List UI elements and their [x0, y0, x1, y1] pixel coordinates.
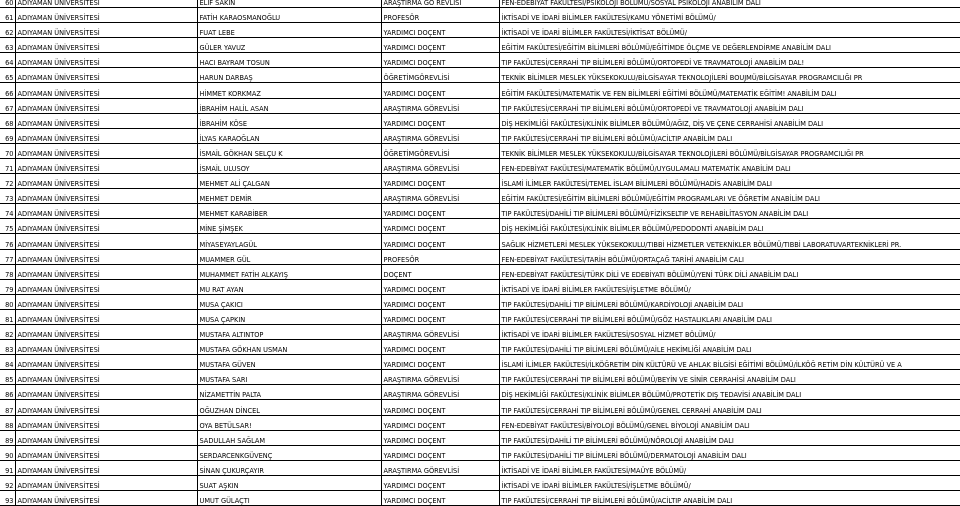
name-cell[interactable]: İBRAHİM KÖSE [197, 113, 381, 128]
department-cell[interactable]: TIP FAKÜLTESİ/DAHİLİ TIP BİLİMLERİ BÖLÜMÜ/AİLE HEKİMLİĞİ ANABİLİM DALI [499, 340, 960, 355]
title-cell[interactable]: YARDIMCI DOÇENT [381, 23, 499, 38]
name-cell[interactable]: MUSTAFA ALTINTOP [197, 324, 381, 339]
table-row [0, 128, 960, 143]
table-row [0, 83, 960, 98]
department-cell[interactable]: TIP FAKÜLTESİ/DAHİLİ TIP BİLİMLERİ BÖLÜMÜ/FİZİKSELTIP VE REHABİLİTASYON ANABİLİM DALI [499, 204, 960, 219]
department-cell[interactable]: TIP FAKÜLTESİ/CERRAHİ TIP BİLİMLERİ BÖLÜMÜ/ACİLTIP ANABİLİM DALI [499, 491, 960, 506]
department-cell[interactable]: SAĞLIK HİZMETLERİ MESLEK YÜKSEKOKULU/TIBBİ HİZMETLER VETEKNİKLER BÖLÜMÜ/TIBBİ LABORATUVARTEKNİKLERİ PR. [499, 234, 960, 249]
row-number[interactable]: 71 [0, 158, 15, 173]
university-cell[interactable]: ADIYAMAN ÜNİVERSİTESİ [15, 204, 197, 219]
table-row [0, 370, 960, 385]
table-row [0, 23, 960, 38]
university-cell[interactable]: ADIYAMAN ÜNİVERSİTESİ [15, 400, 197, 415]
table-row [0, 204, 960, 219]
department-cell[interactable]: TIP FAKÜLTESİ/CERRAHİ TIP BİLİMLERİ BÖLÜMÜ/GÖZ HASTALIKLARI ANABİLİM DALI [499, 309, 960, 324]
name-cell[interactable]: FUAT LEBE [197, 23, 381, 38]
university-cell[interactable]: ADIYAMAN ÜNİVERSİTESİ [15, 0, 197, 8]
department-cell[interactable]: İSLAMİ İLİMLER FAKÜLTESİ/İLKÖĞRETİM DİN KÜLTÜRÜ VE AHLAK BİLGİSİ EĞİTİMİ BÖLÜMÜ/İLKÖĞ RETİM DİN KÜLTÜRÜ VE A [499, 355, 960, 370]
table-row [0, 491, 960, 506]
university-cell[interactable]: ADIYAMAN ÜNİVERSİTESİ [15, 83, 197, 98]
name-cell[interactable]: GÜLER YAVUZ [197, 38, 381, 53]
table-row [0, 415, 960, 430]
name-cell[interactable]: MİYASEYAYLAGÜL [197, 234, 381, 249]
name-cell[interactable]: SADULLAH SAĞLAM [197, 430, 381, 445]
name-cell[interactable]: OĞUZHAN DİNCEL [197, 400, 381, 415]
row-number[interactable]: 68 [0, 113, 15, 128]
row-number[interactable]: 65 [0, 68, 15, 83]
table-row [0, 309, 960, 324]
row-number[interactable]: 64 [0, 53, 15, 68]
university-cell[interactable]: ADIYAMAN ÜNİVERSİTESİ [15, 309, 197, 324]
title-cell[interactable]: YARDIMCI DOÇENT [381, 219, 499, 234]
name-cell[interactable]: İSMAİL ULUSOY [197, 158, 381, 173]
table-row [0, 68, 960, 83]
name-cell[interactable]: MU RAT AYAN [197, 279, 381, 294]
name-cell[interactable]: MİNE ŞİMŞEK [197, 219, 381, 234]
table-row [0, 385, 960, 400]
table-row [0, 294, 960, 309]
title-cell[interactable]: ARAŞTIRMA GÖREVLİSİ [381, 158, 499, 173]
table-row [0, 189, 960, 204]
title-cell[interactable]: YARDIMCI DOÇENT [381, 174, 499, 189]
title-cell[interactable]: YARDIMCI DOÇENT [381, 445, 499, 460]
title-cell[interactable]: PROFESÖR [381, 249, 499, 264]
department-cell[interactable]: İKTİSADİ VE İDARİ BİLİMLER FAKÜLTESİ/İŞLETME BÖLÜMÜ/ [499, 475, 960, 490]
department-cell[interactable]: TEKNİK BİLİMLER MESLEK YÜKSEKOKULU/BİLGİSAYAR TEKNOLOJİLERİ BÖLÜMÜ/BİLGİSAYAR PROGRAMCILIĞI PR [499, 143, 960, 158]
name-cell[interactable]: FATİH KARAOSMANOĞLU [197, 8, 381, 23]
university-cell[interactable]: ADIYAMAN ÜNİVERSİTESİ [15, 249, 197, 264]
title-cell[interactable]: PROFESÖR [381, 8, 499, 23]
university-cell[interactable]: ADIYAMAN ÜNİVERSİTESİ [15, 174, 197, 189]
row-number[interactable]: 87 [0, 400, 15, 415]
table-row [0, 249, 960, 264]
university-cell[interactable]: ADIYAMAN ÜNİVERSİTESİ [15, 294, 197, 309]
university-cell[interactable]: ADIYAMAN ÜNİVERSİTESİ [15, 324, 197, 339]
department-cell[interactable]: İKTİSADİ VE İDARİ BİLİMLER FAKÜLTESİ/SOSYAL HİZMET BÖLÜMÜ/ [499, 324, 960, 339]
name-cell[interactable]: HİMMET KORKMAZ [197, 83, 381, 98]
university-cell[interactable]: ADIYAMAN ÜNİVERSİTESİ [15, 340, 197, 355]
row-number[interactable]: 67 [0, 98, 15, 113]
name-cell[interactable]: MEHMET DEMİR [197, 189, 381, 204]
department-cell[interactable]: EĞİTİM FAKÜLTESİ/EĞİTİM BİLİMLERİ BÖLÜMÜ/EĞİTİMDE ÖLÇME VE DEĞERLENDİRME ANABİLİM DALI [499, 38, 960, 53]
title-cell[interactable]: YARDIMCI DOÇENT [381, 38, 499, 53]
row-number[interactable]: 72 [0, 174, 15, 189]
department-cell[interactable]: İKTİSADİ VE İDARİ BİLİMLER FAKÜLTESİ/MAÜYE BÖLÜMÜ/ [499, 460, 960, 475]
department-cell[interactable]: TIP FAKÜLTESİ/DAHİLİ TIP BİLİMLERİ BÖLÜMÜ/DERMATOLOJİ ANABİLİM DALI [499, 445, 960, 460]
university-cell[interactable]: ADIYAMAN ÜNİVERSİTESİ [15, 279, 197, 294]
row-number[interactable]: 81 [0, 309, 15, 324]
name-cell[interactable]: SİNAN ÇUKURÇAYIR [197, 460, 381, 475]
title-cell[interactable]: YARDIMCI DOÇENT [381, 294, 499, 309]
university-cell[interactable]: ADIYAMAN ÜNİVERSİTESİ [15, 370, 197, 385]
table-row [0, 340, 960, 355]
department-cell[interactable]: TIP FAKÜLTESİ/DAHİLİ TIP BİLİMLERİ BÖLÜMÜ/NÖROLOJİ ANABİLİM DALI [499, 430, 960, 445]
table-row [0, 400, 960, 415]
title-cell[interactable]: YARDIMCI DOÇENT [381, 309, 499, 324]
title-cell[interactable]: ÖĞRETİMGÖREVLİSİ [381, 143, 499, 158]
department-cell[interactable]: FEN-EDEBİYAT FAKÜLTESİ/PSİKOLOJİ BÖLÜMÜ/SOSYAL PSİKOLOJİ ANABİLİM DALI [499, 0, 960, 8]
row-number[interactable]: 62 [0, 23, 15, 38]
title-cell[interactable]: ARAŞTIRMA GÖREVLİSİ [381, 189, 499, 204]
table-row [0, 234, 960, 249]
name-cell[interactable]: ELİF SAKİN [197, 0, 381, 8]
department-cell[interactable]: TIP FAKÜLTESİ/DAHİLİ TIP BİLİMLERİ BÖLÜMÜ/KARDİYOLOJİ ANABİLİM DALI [499, 294, 960, 309]
university-cell[interactable]: ADIYAMAN ÜNİVERSİTESİ [15, 264, 197, 279]
title-cell[interactable]: ARAŞTIRMA GÖREVLİSİ [381, 98, 499, 113]
name-cell[interactable]: HACI BAYRAM TOSUN [197, 53, 381, 68]
row-number[interactable]: 76 [0, 234, 15, 249]
row-number[interactable]: 84 [0, 355, 15, 370]
row-number[interactable]: 63 [0, 38, 15, 53]
department-cell[interactable]: DİŞ HEKİMLİĞİ FAKÜLTESİ/KLİNİK BİLİMLER BÖLÜMÜ/PROTETİK DIŞ TEDAVİSİ ANABİLİM DALI [499, 385, 960, 400]
name-cell[interactable]: MUSTAFA GÖKHAN USMAN [197, 340, 381, 355]
row-number[interactable]: 86 [0, 385, 15, 400]
department-cell[interactable]: İKTİSADİ VE İDARİ BİLİMLER FAKÜLTESİ/İKTİSAT BÖLÜMÜ/ [499, 23, 960, 38]
department-cell[interactable]: TEKNİK BİLİMLER MESLEK YÜKSEKOKULU/BİLGİSAYAR TEKNOLOJİLERİ BOUJMÜ/BİLGİSAYAR PROGRAMCILIĞI PR [499, 68, 960, 83]
name-cell[interactable]: İLYAS KARAOĞLAN [197, 128, 381, 143]
name-cell[interactable]: HARUN DARBAŞ [197, 68, 381, 83]
department-cell[interactable]: FEN-EDEBİYAT FAKÜLTESİ/MATEMATİK BÖLÜMÜ/UYGULAMALI MATEMATİK ANABİLİM DALI [499, 158, 960, 173]
table-row [0, 445, 960, 460]
table-row [0, 113, 960, 128]
table-row [0, 158, 960, 173]
table-row [0, 143, 960, 158]
name-cell[interactable]: SUAT AŞKIN [197, 475, 381, 490]
name-cell[interactable]: İSMAİL GÖKHAN SELÇU K [197, 143, 381, 158]
university-cell[interactable]: ADIYAMAN ÜNİVERSİTESİ [15, 445, 197, 460]
row-number[interactable]: 66 [0, 83, 15, 98]
university-cell[interactable]: ADIYAMAN ÜNİVERSİTESİ [15, 128, 197, 143]
name-cell[interactable]: NİZAMETTİN PALTA [197, 385, 381, 400]
row-number[interactable]: 60 [0, 0, 15, 8]
department-cell[interactable]: İKTİSADİ VE İDARİ BİLİMLER FAKÜLTESİ/İŞLETME BÖLÜMÜ/ [499, 279, 960, 294]
title-cell[interactable]: ÖĞRETİMGÖREVLİSİ [381, 68, 499, 83]
name-cell[interactable]: SERDARCENKGÜVENÇ [197, 445, 381, 460]
row-number[interactable]: 83 [0, 340, 15, 355]
university-cell[interactable]: ADIYAMAN ÜNİVERSİTESİ [15, 460, 197, 475]
table-row [0, 219, 960, 234]
university-cell[interactable]: ADIYAMAN ÜNİVERSİTESİ [15, 415, 197, 430]
row-number[interactable]: 70 [0, 143, 15, 158]
table-row [0, 475, 960, 490]
name-cell[interactable]: MUHAMMET FATİH ALKAYIŞ [197, 264, 381, 279]
university-cell[interactable]: ADIYAMAN ÜNİVERSİTESİ [15, 68, 197, 83]
university-cell[interactable]: ADIYAMAN ÜNİVERSİTESİ [15, 8, 197, 23]
title-cell[interactable]: ARAŞTIRMA GÖREVLİSİ [381, 370, 499, 385]
row-number[interactable]: 89 [0, 430, 15, 445]
title-cell[interactable]: YARDIMCI DOÇENT [381, 234, 499, 249]
university-cell[interactable]: ADIYAMAN ÜNİVERSİTESİ [15, 53, 197, 68]
university-cell[interactable]: ADIYAMAN ÜNİVERSİTESİ [15, 98, 197, 113]
department-cell[interactable]: İKTİSADİ VE İDARİ BİLİMLER FAKÜLTESİ/KAMU YÖNETİMİ BÖLÜMÜ/ [499, 8, 960, 23]
name-cell[interactable]: MUSTAFA GÜVEN [197, 355, 381, 370]
row-number[interactable]: 93 [0, 491, 15, 506]
table-row [0, 460, 960, 475]
university-cell[interactable]: ADIYAMAN ÜNİVERSİTESİ [15, 219, 197, 234]
title-cell[interactable]: YARDIMCI DOÇENT [381, 491, 499, 506]
university-cell[interactable]: ADIYAMAN ÜNİVERSİTESİ [15, 189, 197, 204]
title-cell[interactable]: ARAŞTIRMA GÖREVLİSİ [381, 128, 499, 143]
row-number[interactable]: 61 [0, 8, 15, 23]
row-number[interactable]: 74 [0, 204, 15, 219]
row-number[interactable]: 91 [0, 460, 15, 475]
university-cell[interactable]: ADIYAMAN ÜNİVERSİTESİ [15, 158, 197, 173]
university-cell[interactable]: ADIYAMAN ÜNİVERSİTESİ [15, 23, 197, 38]
table-row [0, 430, 960, 445]
department-cell[interactable]: TIP FAKÜLTESİ/CERRAHİ TIP BİLİMLERİ BÖLÜMÜ/ACİLTIP ANABİLİM DALI [499, 128, 960, 143]
department-cell[interactable]: DİŞ HEKİMLİĞİ FAKÜLTESİ/KLİNİK BİLİMLER BÖLÜMÜ/AĞIZ, DİŞ VE ÇENE CERRAHİSİ ANABİLİM DALI [499, 113, 960, 128]
department-cell[interactable]: TIP FAKÜLTESİ/CERRAHİ TIP BİLİMLERİ BÖLÜMÜ/ORTOPEDİ VE TRAVMATOLOJİ ANABİLİM DALI [499, 98, 960, 113]
name-cell[interactable]: MUAMMER GÜL [197, 249, 381, 264]
university-cell[interactable]: ADIYAMAN ÜNİVERSİTESİ [15, 491, 197, 506]
university-cell[interactable]: ADIYAMAN ÜNİVERSİTESİ [15, 143, 197, 158]
university-cell[interactable]: ADIYAMAN ÜNİVERSİTESİ [15, 475, 197, 490]
name-cell[interactable]: UMUT GÜLAÇTI [197, 491, 381, 506]
title-cell[interactable]: ARAŞTIRMA GÖREVLİSİ [381, 460, 499, 475]
title-cell[interactable]: YARDIMCI DOÇENT [381, 340, 499, 355]
table-row [0, 264, 960, 279]
title-cell[interactable]: YARDIMCI DOÇENT [381, 355, 499, 370]
name-cell[interactable]: MUSA ÇAPKIN [197, 309, 381, 324]
name-cell[interactable]: MEHMET ALİ ÇALGAN [197, 174, 381, 189]
title-cell[interactable]: YARDIMCI DOÇENT [381, 475, 499, 490]
row-number[interactable]: 78 [0, 264, 15, 279]
title-cell[interactable]: YARDIMCI DOÇENT [381, 415, 499, 430]
row-number[interactable]: 69 [0, 128, 15, 143]
title-cell[interactable]: YARDIMCI DOÇENT [381, 113, 499, 128]
title-cell[interactable]: ARAŞTIRMA GÖREVLİSİ [381, 324, 499, 339]
table-row [0, 98, 960, 113]
department-cell[interactable]: TIP FAKÜLTESİ/CERRAHİ TIP BİLİMLERİ BÖLÜMÜ/BEYİN VE SİNİR CERRAHİSİ ANABİLİM DALI [499, 370, 960, 385]
row-number[interactable]: 73 [0, 189, 15, 204]
department-cell[interactable]: TIP FAKÜLTESİ/CERRAHİ TIP BİLİMLERİ BÖLÜMÜ/ORTOPEDİ VE TRAVMATOLOJİ ANABİLİM DAL! [499, 53, 960, 68]
title-cell[interactable]: ARAŞTIRMA GÖ REVLİSİ [381, 0, 499, 8]
table-row [0, 8, 960, 23]
department-cell[interactable]: İSLAMİ İLİMLER FAKÜLTESİ/TEMEL İSLAM BİLİMLERİ BÖLÜMÜ/HADİS ANABİLİM DALI [499, 174, 960, 189]
name-cell[interactable]: MUSTAFA SARI [197, 370, 381, 385]
department-cell[interactable]: FEN-EDEBİYAT FAKÜLTESİ/BİYOLOJİ BÖLÜMÜ/GENEL BİYOLOJİ ANABİLİM DALI [499, 415, 960, 430]
university-cell[interactable]: ADIYAMAN ÜNİVERSİTESİ [15, 355, 197, 370]
table-row [0, 324, 960, 339]
table-row [0, 38, 960, 53]
table-row [0, 279, 960, 294]
title-cell[interactable]: YARDIMCI DOÇENT [381, 53, 499, 68]
row-number[interactable]: 77 [0, 249, 15, 264]
table-row [0, 355, 960, 370]
row-number[interactable]: 79 [0, 279, 15, 294]
department-cell[interactable]: EĞİTİM FAKÜLTESİ/MATEMATİK VE FEN BİLİMLERİ EĞİTİMİ BÖLÜMÜ/MATEMATİK EĞİTİM! ANABİLİM DALI [499, 83, 960, 98]
university-cell[interactable]: ADIYAMAN ÜNİVERSİTESİ [15, 234, 197, 249]
table-row [0, 0, 960, 8]
university-cell[interactable]: ADIYAMAN ÜNİVERSİTESİ [15, 430, 197, 445]
university-cell[interactable]: ADIYAMAN ÜNİVERSİTESİ [15, 113, 197, 128]
title-cell[interactable]: YARDIMCI DOÇENT [381, 204, 499, 219]
title-cell[interactable]: YARDIMCI DOÇENT [381, 430, 499, 445]
table-row [0, 53, 960, 68]
name-cell[interactable]: MUSA ÇAKICI [197, 294, 381, 309]
department-cell[interactable]: TIP FAKÜLTESİ/CERRAHİ TIP BİLİMLERİ BÖLÜMÜ/GENEL CERRAHİ ANABİLİM DALI [499, 400, 960, 415]
department-cell[interactable]: FEN-EDEBİYAT FAKÜLTESİ/TARİH BÖLÜMÜ/ORTAÇAĞ TARİHİ ANABİLİM CALI [499, 249, 960, 264]
row-number[interactable]: 90 [0, 445, 15, 460]
row-number[interactable]: 80 [0, 294, 15, 309]
title-cell[interactable]: YARDIMCI DOÇENT [381, 279, 499, 294]
row-number[interactable]: 88 [0, 415, 15, 430]
university-cell[interactable]: ADIYAMAN ÜNİVERSİTESİ [15, 385, 197, 400]
row-number[interactable]: 82 [0, 324, 15, 339]
row-number[interactable]: 85 [0, 370, 15, 385]
title-cell[interactable]: ARAŞTIRMA GÖREVLİSİ [381, 385, 499, 400]
name-cell[interactable]: İBRAHİM HALİL ASAN [197, 98, 381, 113]
name-cell[interactable]: OYA BETÜLSAR! [197, 415, 381, 430]
university-cell[interactable]: ADIYAMAN ÜNİVERSİTESİ [15, 38, 197, 53]
title-cell[interactable]: DOÇENT [381, 264, 499, 279]
name-cell[interactable]: MEHMET KARABİBER [197, 204, 381, 219]
department-cell[interactable]: DİŞ HEKİMLİĞİ FAKÜLTESİ/KLİNİK BİLİMLER BÖLÜMÜ/PEDODONTİ ANABİLİM DALI [499, 219, 960, 234]
title-cell[interactable]: YARDIMCI DOÇENT [381, 400, 499, 415]
department-cell[interactable]: EĞİTİM FAKÜLTESİ/EĞİTİM BİLİMLERİ BÖLÜMÜ/EĞİTİM PROGRAMLARI VE ÖĞRETİM ANABİLİM DALI [499, 189, 960, 204]
department-cell[interactable]: FEN-EDEBİYAT FAKÜLTESİ/TÜRK DİLİ VE EDEBİYATI BÖLÜMÜ/YENİ TÜRK DİLİ ANABİLİM DALI [499, 264, 960, 279]
row-number[interactable]: 75 [0, 219, 15, 234]
title-cell[interactable]: YARDIMCI DOÇENT [381, 83, 499, 98]
table-row [0, 174, 960, 189]
row-number[interactable]: 92 [0, 475, 15, 490]
